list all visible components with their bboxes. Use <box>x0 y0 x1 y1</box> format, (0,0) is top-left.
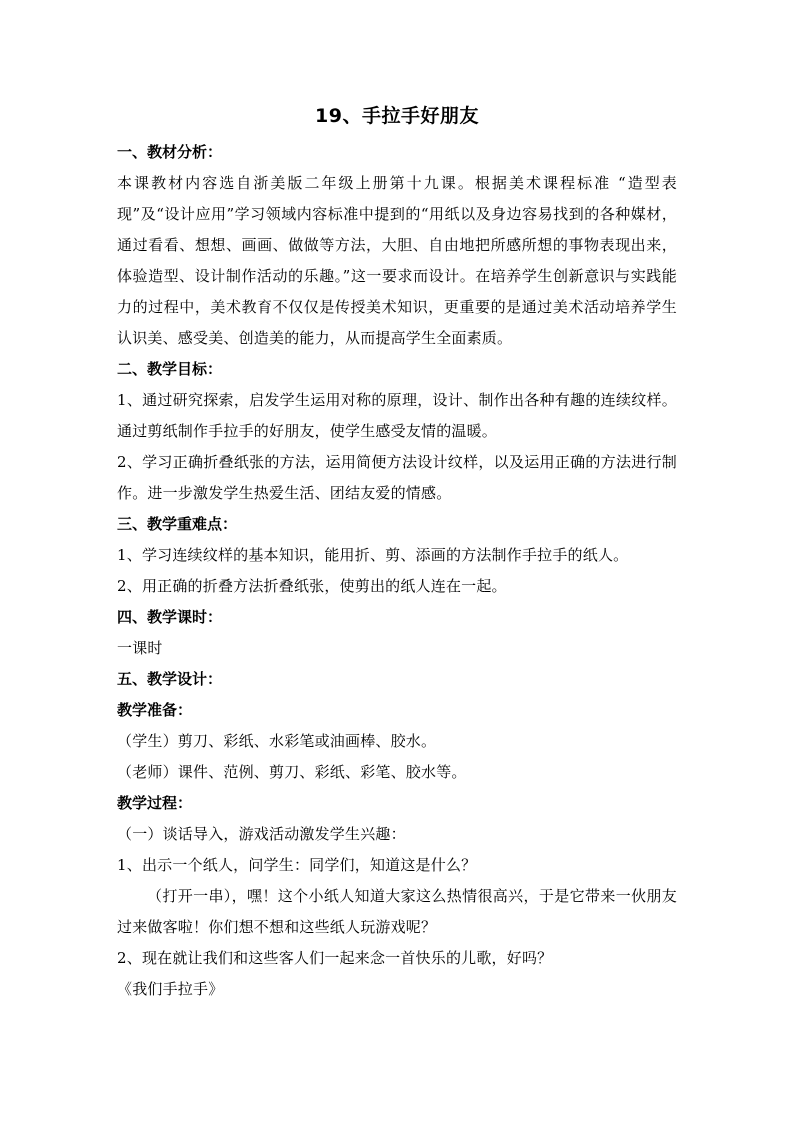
paragraph: 2、用正确的折叠方法折叠纸张，使剪出的纸人连在一起。 <box>117 577 507 595</box>
paragraph: （老师）课件、范例、剪刀、彩纸、彩笔、胶水等。 <box>117 763 467 781</box>
section-heading: 三、教学重难点： <box>117 515 238 533</box>
paragraph: 1、学习连续纹样的基本知识，能用折、剪、添画的方法制作手拉手的纸人。 <box>117 546 629 564</box>
paragraph: 2、学习正确折叠纸张的方法，运用简便方法设计纹样，以及运用正确的方法进行制作。进一步激发学生热爱生活、团结友爱的情感。 <box>117 453 677 502</box>
subsection-heading: 教学准备： <box>117 701 193 719</box>
section-heading: 一、教材分析： <box>117 143 223 161</box>
paragraph: 1、通过研究探索，启发学生运用对称的原理，设计、制作出各种有趣的连续纹样。通过剪纸制作手拉手的好朋友，使学生感受友情的温暖。 <box>117 391 677 440</box>
paragraph: 本课教材内容选自浙美版二年级上册第十九课。根据美术课程标准 “造型表现”及“设计应用”学习领域内容标准中提到的“用纸以及身边容易找到的各种媒材，通过看看、想想、画画、做做等方法，大胆、自由地把所感所想的事物表现出来，体验造型、设计制作活动的乐趣。”这一要求而设计。在培养学生创新意识与实践能力的过程中，美术教育不仅仅是传授美术知识，更重要的是通过美术活动培养学生认识美、感受美、创造美的能力，从而提高学生全面素质。 <box>117 174 677 347</box>
paragraph: （一）谈话导入，游戏活动激发学生兴趣： <box>117 825 406 843</box>
paragraph: （学生）剪刀、彩纸、水彩笔或油画棒、胶水。 <box>117 732 437 750</box>
paragraph: 2、现在就让我们和这些客人们一起来念一首快乐的儿歌，好吗？ <box>117 949 553 967</box>
section-heading: 五、教学设计： <box>117 670 223 688</box>
subsection-heading: 教学过程： <box>117 794 193 812</box>
document-page <box>117 100 677 1005</box>
paragraph: 1、出示一个纸人，问学生：同学们，知道这是什么？ <box>117 856 477 874</box>
section-heading: 二、教学目标： <box>117 360 223 378</box>
document-title: 19、手拉手好朋友 <box>315 105 479 127</box>
poem-title: 《我们手拉手》 <box>117 980 224 998</box>
paragraph-indented: （打开一串），嘿！这个小纸人知道大家这么热情很高兴，于是它带来一伙朋友过来做客啦！你们想不想和这些纸人玩游戏呢？ <box>117 887 677 936</box>
paragraph: 一课时 <box>117 639 163 657</box>
section-heading: 四、教学课时： <box>117 608 223 626</box>
